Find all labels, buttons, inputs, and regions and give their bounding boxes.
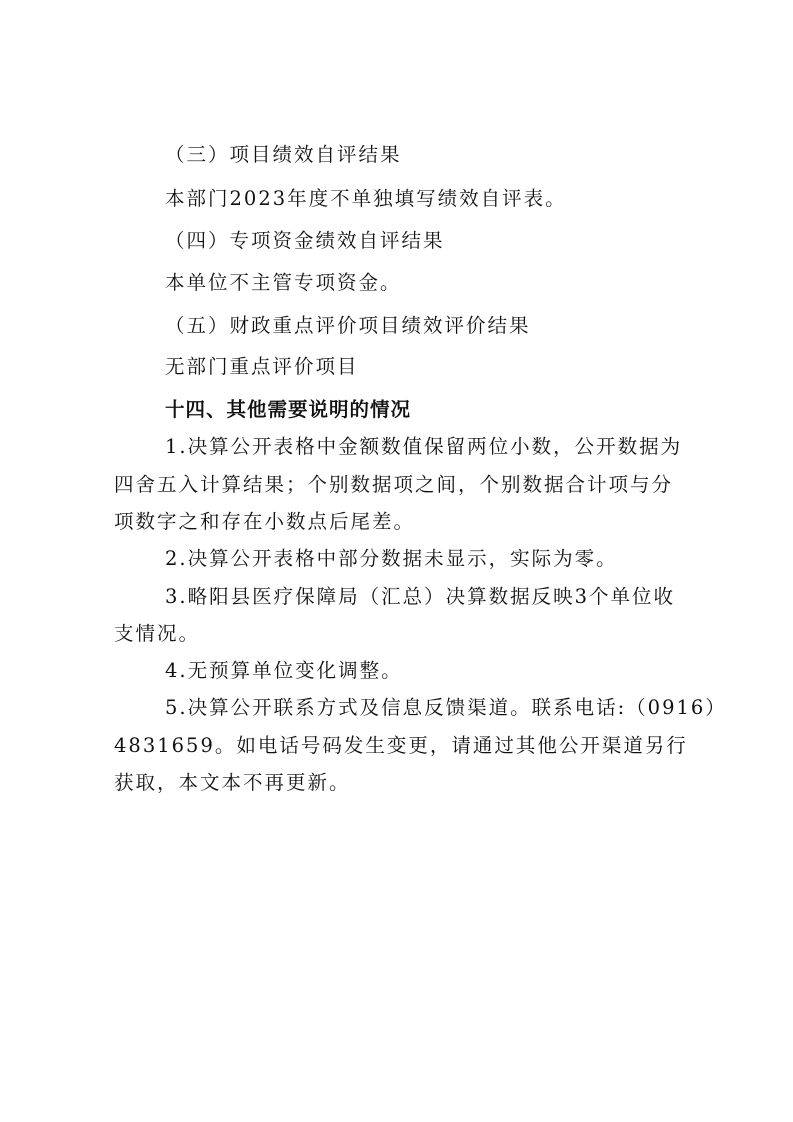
section-14-title: 十四、其他需要说明的情况 xyxy=(165,398,412,421)
note-1-line-3: 项数字之和存在小数点后尾差。 xyxy=(114,510,416,533)
note-5-line-1: 5.决算公开联系方式及信息反馈渠道。联系电话:（0916） xyxy=(165,696,727,719)
section-5-title: （五）财政重点评价项目绩效评价结果 xyxy=(165,314,531,337)
section-4-body: 本单位不主管专项资金。 xyxy=(165,271,402,294)
section-5-body: 无部门重点评价项目 xyxy=(165,355,359,378)
section-3-body: 本部门2023年度不单独填写绩效自评表。 xyxy=(165,187,567,210)
note-1-line-1: 1.决算公开表格中金额数值保留两位小数，公开数据为 xyxy=(165,435,683,458)
note-2-line-1: 2.决算公开表格中部分数据未显示，实际为零。 xyxy=(165,547,618,570)
note-5-line-3: 获取，本文本不再更新。 xyxy=(114,771,351,794)
section-3-title: （三）项目绩效自评结果 xyxy=(165,143,402,166)
note-1-line-2: 四舍五入计算结果；个别数据项之间，个别数据合计项与分 xyxy=(114,473,674,496)
note-5-line-2: 4831659。如电话号码发生变更，请通过其他公开渠道另行 xyxy=(114,734,688,757)
note-4-line-1: 4.无预算单位变化调整。 xyxy=(165,659,403,682)
note-3-line-2: 支情况。 xyxy=(114,622,201,645)
note-3-line-1: 3.略阳县医疗保障局（汇总）决算数据反映3个单位收 xyxy=(165,585,676,608)
section-4-title: （四）专项资金绩效自评结果 xyxy=(165,229,445,252)
